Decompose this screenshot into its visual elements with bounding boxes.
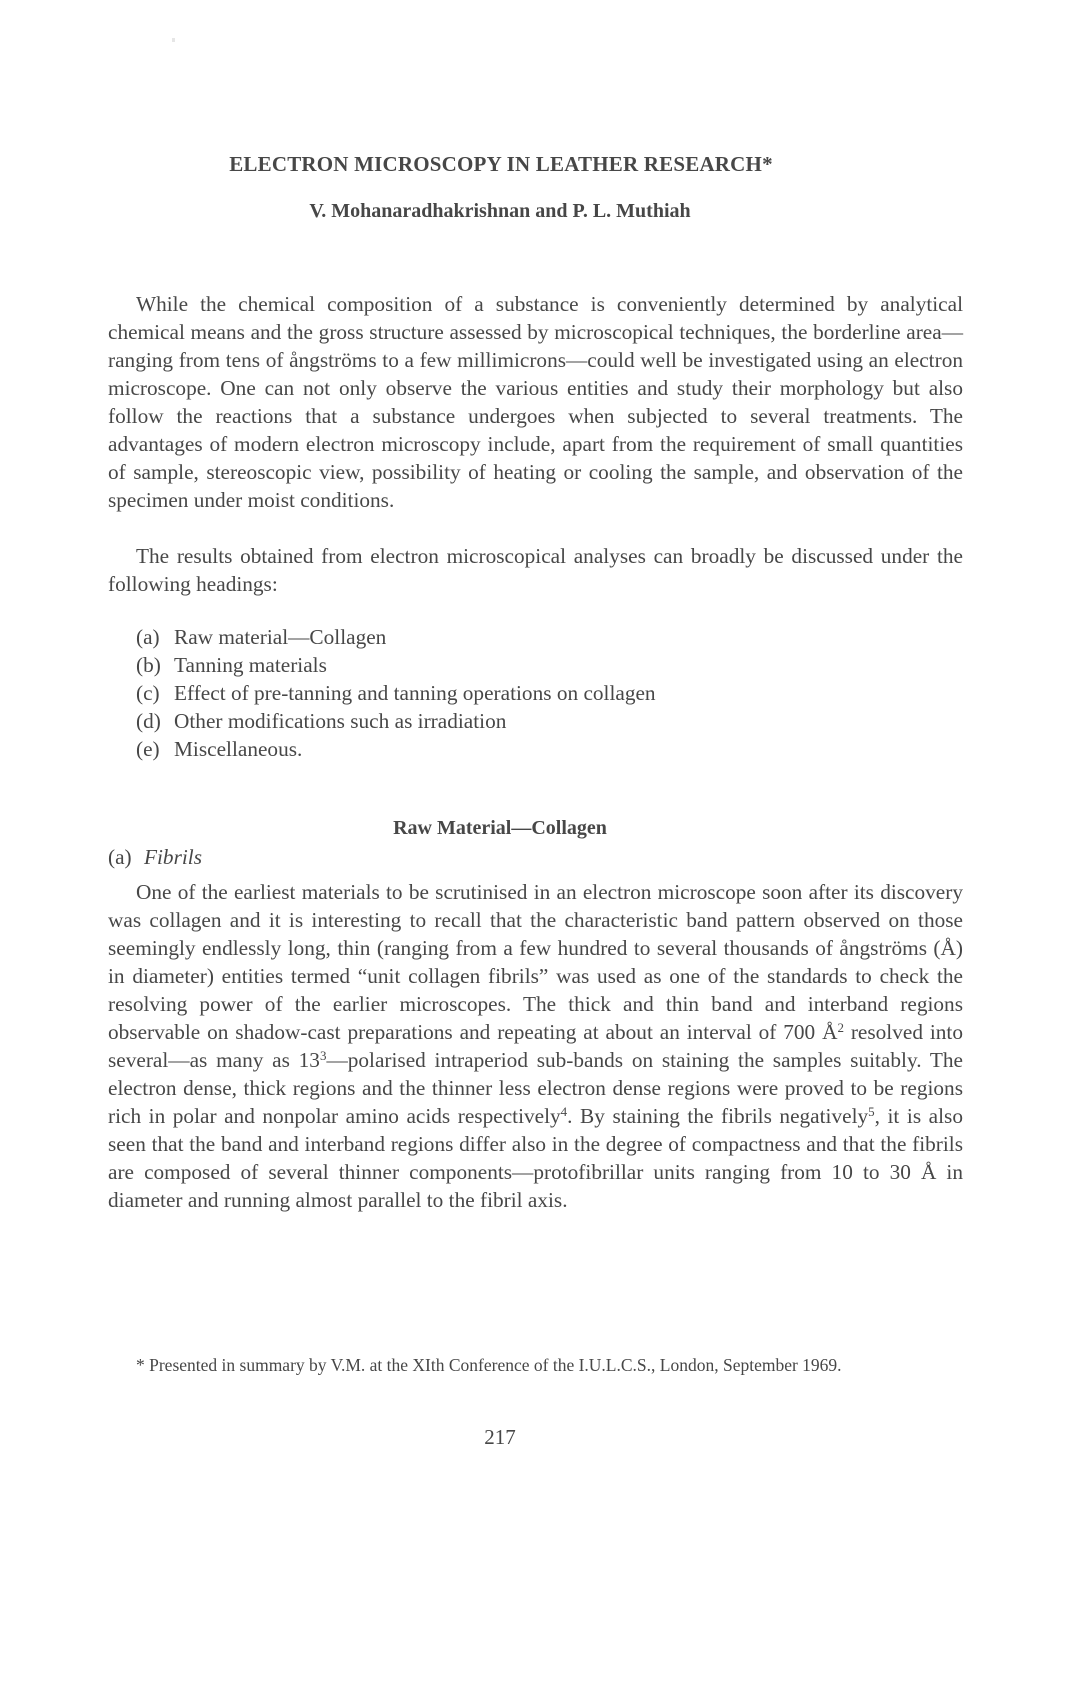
- intro-section: [108, 290, 963, 514]
- reference-superscript: 4: [560, 1104, 568, 1119]
- list-marker: (c): [136, 681, 160, 705]
- subsection-heading: [108, 843, 202, 871]
- text-run: resolved into several—as many as 13: [108, 1020, 963, 1072]
- list-item: [136, 735, 656, 763]
- page-number: 217: [484, 1425, 516, 1449]
- article-title: ELECTRON MICROSCOPY IN LEATHER RESEARCH*: [229, 152, 773, 176]
- list-item: [136, 679, 656, 707]
- reference-superscript: 5: [868, 1104, 875, 1119]
- headings-list: [136, 623, 656, 763]
- list-item-text: Effect of pre-tanning and tanning operations on collagen: [174, 681, 656, 705]
- footnote: * Presented in summary by V.M. at the XIth Conference of the I.U.L.C.S., London, September 1969.: [136, 1355, 842, 1375]
- text-run: . By staining the fibrils negatively: [567, 1104, 869, 1128]
- scan-speck: [172, 38, 175, 42]
- intro-paragraph-2: The results obtained from electron microscopical analyses can broadly be discussed under the following headings:: [108, 544, 963, 596]
- results-section: [108, 542, 963, 598]
- list-item: [136, 707, 656, 735]
- section-heading: Raw Material—Collagen: [393, 817, 607, 839]
- subsection-title: Fibrils: [144, 845, 202, 869]
- list-marker: (a): [136, 625, 160, 649]
- list-item: [136, 651, 656, 679]
- text-run: One of the earliest materials to be scrutinised in an electron microscope soon after its discovery was collagen and it is interesting to recall that the characteristic band pattern observed on those seemingly endlessly long, thin (ranging from a few hundred to several thousands of ångströms (Å) in diameter) entities termed “unit collagen fibrils” was used as one of the standards to check the resolving power of the earlier microscopes. The thick and thin band and interband regions observable on shadow-cast preparations and repeating at about an interval of 700 Å: [108, 880, 963, 1044]
- intro-paragraph-1: While the chemical composition of a substance is conveniently determined by analytical chemical means and the gross structure assessed by microscopical techniques, the borderline area—ranging from tens of ångströms to a few millimicrons—could well be investigated using an electron microscope. One can not only observe the various entities and study their morphology but also follow the reactions that a substance undergoes when subjected to several treatments. The advantages of modern electron microscopy include, apart from the requirement of small quantities of sample, stereoscopic view, possibility of heating or cooling the sample, and observation of the specimen under moist conditions.: [108, 292, 963, 512]
- list-marker: (e): [136, 737, 160, 761]
- fibrils-paragraph: [108, 878, 963, 1214]
- list-marker: (d): [136, 709, 161, 733]
- list-item-text: Miscellaneous.: [174, 737, 303, 761]
- list-item: [136, 623, 656, 651]
- list-item-text: Tanning materials: [174, 653, 327, 677]
- text-run: , it is also seen that the band and interband regions differ also in the degree of compactness and that the fibrils are composed of several thinner components—protofibrillar units ranging from 10 to 30 Å in diameter and running almost parallel to the fibril axis.: [108, 1104, 963, 1212]
- fibrils-section: [108, 878, 963, 1214]
- list-item-text: Raw material—Collagen: [174, 625, 387, 649]
- reference-superscript: 3: [319, 1048, 327, 1063]
- article-authors: V. Mohanaradhakrishnan and P. L. Muthiah: [309, 200, 691, 222]
- subsection-marker: (a): [108, 845, 132, 869]
- text-run: —polarised intraperiod sub-bands on staining the samples suitably. The electron dense, thick regions and the thinner less electron dense regions were proved to be regions rich in polar and nonpolar amino acids respectively: [108, 1048, 964, 1128]
- list-item-text: Other modifications such as irradiation: [174, 709, 507, 733]
- list-marker: (b): [136, 653, 161, 677]
- reference-superscript: 2: [837, 1020, 844, 1035]
